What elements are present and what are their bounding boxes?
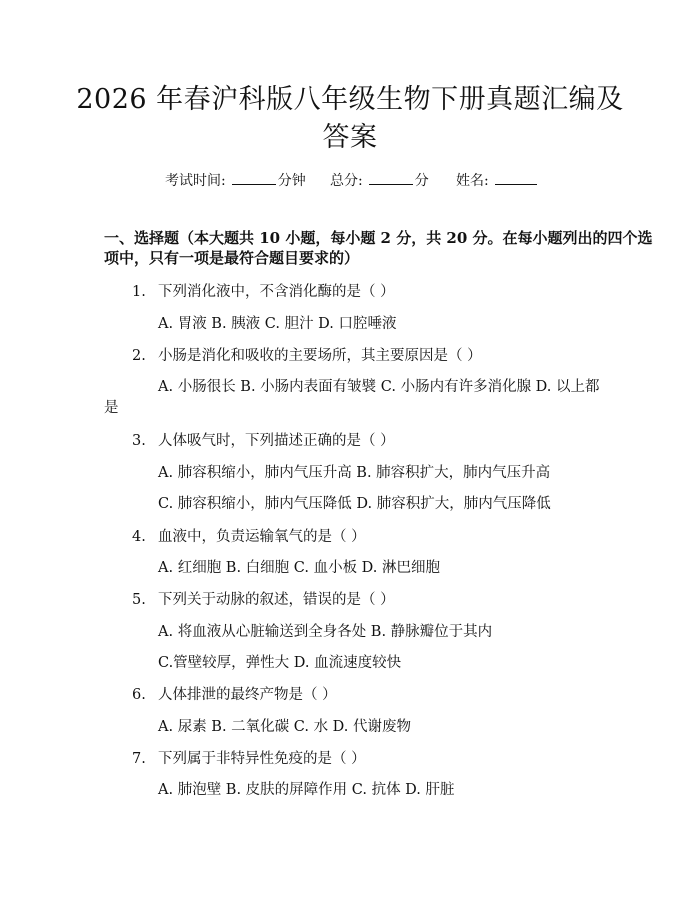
question-5-options-2: C.管壁较厚，弹性大 D. 血流速度较快	[158, 655, 402, 671]
question-5-number: 5.	[132, 592, 146, 608]
document-title-line-1: 2026 年春沪科版八年级生物下册真题汇编及	[76, 84, 624, 115]
question-1-options: A. 胃液 B. 胰液 C. 胆汁 D. 口腔唾液	[158, 316, 397, 332]
question-3-number: 3.	[132, 433, 146, 449]
student-name-field	[456, 170, 537, 190]
question-5-text: 下列关于动脉的叙述，错误的是（ ）	[158, 592, 395, 608]
question-5-options-1: A. 将血液从心脏输送到全身各处 B. 静脉瓣位于其内	[158, 624, 493, 640]
section-heading-line-2: 项中，只有一项是最符合题目要求的）	[104, 249, 360, 267]
document-title-line-2: 答案	[322, 122, 378, 153]
question-2-number: 2.	[132, 348, 146, 364]
question-4-text: 血液中，负责运输氧气的是（ ）	[158, 529, 366, 545]
question-2-options-wrap: 是	[104, 400, 119, 416]
question-1-text: 下列消化液中，不含消化酶的是（ ）	[158, 284, 395, 300]
question-6-options: A. 尿素 B. 二氧化碳 C. 水 D. 代谢废物	[158, 719, 412, 735]
total-score-label: 总分:	[330, 173, 363, 189]
question-7-text: 下列属于非特异性免疫的是（ ）	[158, 751, 366, 767]
question-2-options: A. 小肠很长 B. 小肠内表面有皱襞 C. 小肠内有许多消化腺 D. 以上都	[158, 379, 600, 395]
total-score-unit: 分	[414, 173, 429, 189]
question-7-options: A. 肺泡壁 B. 皮肤的屏障作用 C. 抗体 D. 肝脏	[158, 782, 455, 798]
student-name-label: 姓名:	[456, 173, 489, 189]
section-heading-line-1: 一、选择题（本大题共 10 小题，每小题 2 分，共 20 分。在每小题列出的四个选	[104, 229, 653, 247]
question-6-text: 人体排泄的最终产物是（ ）	[158, 687, 337, 703]
question-3-options-1: A. 肺容积缩小，肺内气压升高 B. 肺容积扩大，肺内气压升高	[158, 465, 551, 481]
student-name-blank	[495, 171, 537, 185]
exam-meta-row	[0, 170, 700, 190]
question-4-number: 4.	[132, 529, 146, 545]
total-score-field	[330, 170, 429, 190]
total-score-blank	[369, 171, 413, 185]
exam-time-label: 考试时间:	[165, 173, 226, 189]
exam-time-blank	[232, 171, 276, 185]
exam-time-field	[165, 170, 306, 190]
question-4-options: A. 红细胞 B. 白细胞 C. 血小板 D. 淋巴细胞	[158, 560, 441, 576]
question-1-number: 1.	[132, 284, 146, 300]
question-6-number: 6.	[132, 687, 146, 703]
question-7-number: 7.	[132, 751, 146, 767]
question-3-text: 人体吸气时，下列描述正确的是（ ）	[158, 433, 395, 449]
question-2-text: 小肠是消化和吸收的主要场所，其主要原因是（ ）	[158, 348, 482, 364]
question-3-options-2: C. 肺容积缩小，肺内气压降低 D. 肺容积扩大，肺内气压降低	[158, 496, 551, 512]
exam-time-unit: 分钟	[277, 173, 306, 189]
